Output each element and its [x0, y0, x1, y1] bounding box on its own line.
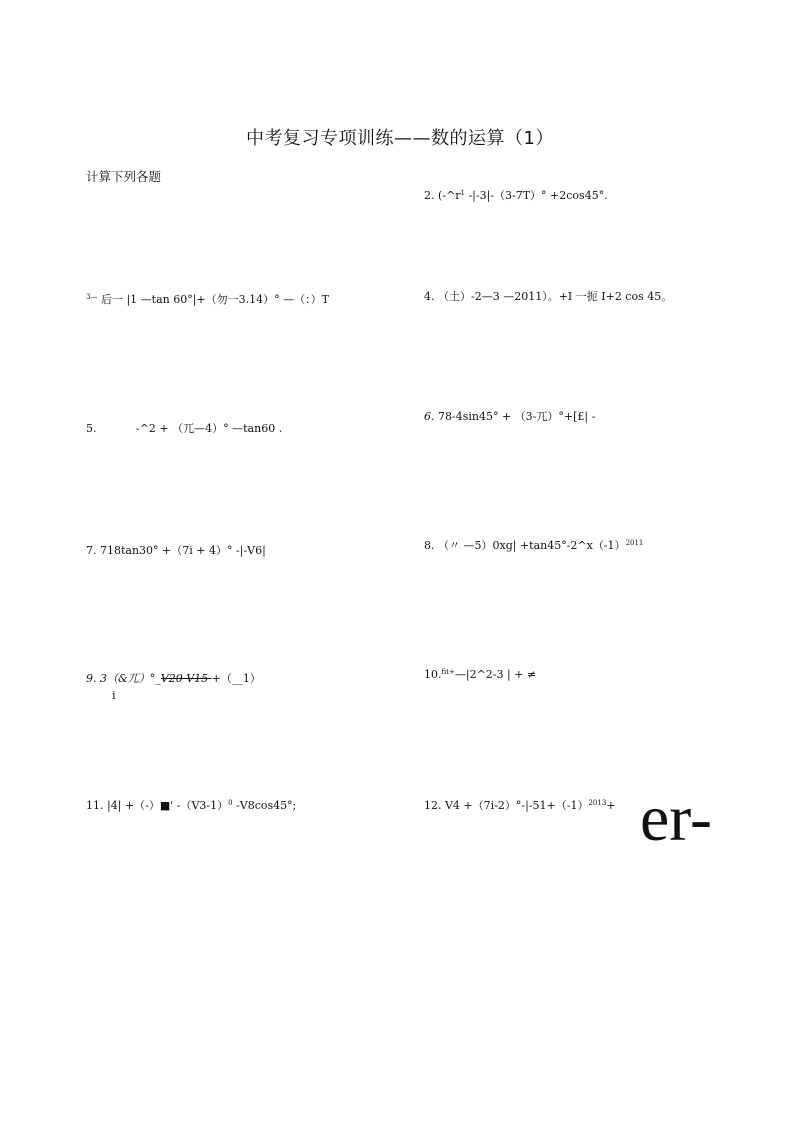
problem-9	[86, 672, 261, 686]
problem-12-superscript: 2013	[588, 799, 607, 807]
problem-5-expression: -^2 + （兀—4）° —tan60 .	[136, 422, 283, 435]
problem-6	[424, 410, 595, 424]
problem-9-line-2: i	[112, 689, 116, 702]
page-title: 中考复习专项训练——数的运算（1）	[246, 128, 554, 149]
problem-8-text: 8. （〃 —5）0xg| +tan45°-2^x（-1）	[424, 539, 626, 552]
problem-11-text-b: -V8cos45°;	[232, 799, 297, 812]
large-artifact-text: er-	[640, 782, 712, 855]
problem-6-number: 6.	[424, 410, 435, 423]
problem-2	[424, 186, 608, 203]
problem-11	[86, 796, 296, 813]
problem-2-superscript: 1	[460, 189, 465, 197]
problem-11-text: 11. |4| +（-）■' -（V3-1）	[86, 799, 229, 812]
problem-8	[424, 536, 643, 553]
problem-11-superscript: 0	[228, 799, 233, 807]
problem-8-superscript: 2011	[625, 539, 644, 547]
problem-3-prefix: 3—	[86, 293, 98, 301]
problem-10	[424, 665, 536, 682]
problem-7	[86, 544, 266, 558]
problem-9-text-b: +（__1）	[211, 672, 261, 685]
problem-3-text: 后一 |1 —tan 60°|+（勿一3.14）° —（：）T	[97, 293, 329, 306]
problem-5	[86, 422, 97, 436]
problem-10-text-b: —|2^2-3 | + ≠	[454, 668, 537, 681]
problem-9-text-a: 9. 3（&兀）°_	[86, 672, 161, 685]
instruction-text: 计算下列各题	[86, 169, 162, 184]
problem-4	[424, 290, 672, 304]
problem-12	[424, 796, 616, 813]
problem-7-text: 7. 718tan30° +（7i + 4）° -|-V6|	[86, 544, 266, 557]
problem-4-text: 4. （土）-2—3 —2011）。+I 一扼 I+2 cos 45。	[424, 290, 673, 303]
problem-2-text-b: -|-3|-（3-7T）° +2cos45°.	[464, 189, 608, 202]
problem-12-text: 12. V4 +（7i-2）°-|-51+（-1）	[424, 799, 589, 812]
problem-10-superscript: fit+	[441, 668, 455, 676]
problem-9-struck-text: V20 V15	[160, 672, 212, 685]
problem-6-text: 78-4sin45° + （3-兀）°+[£| -	[434, 410, 596, 423]
problem-12-text-b: +	[606, 799, 616, 812]
problem-3	[86, 290, 329, 307]
problem-5-number: 5.	[86, 422, 97, 435]
problem-2-text: 2. (-^r	[424, 189, 461, 202]
problem-10-text-a: 10.	[424, 668, 442, 681]
